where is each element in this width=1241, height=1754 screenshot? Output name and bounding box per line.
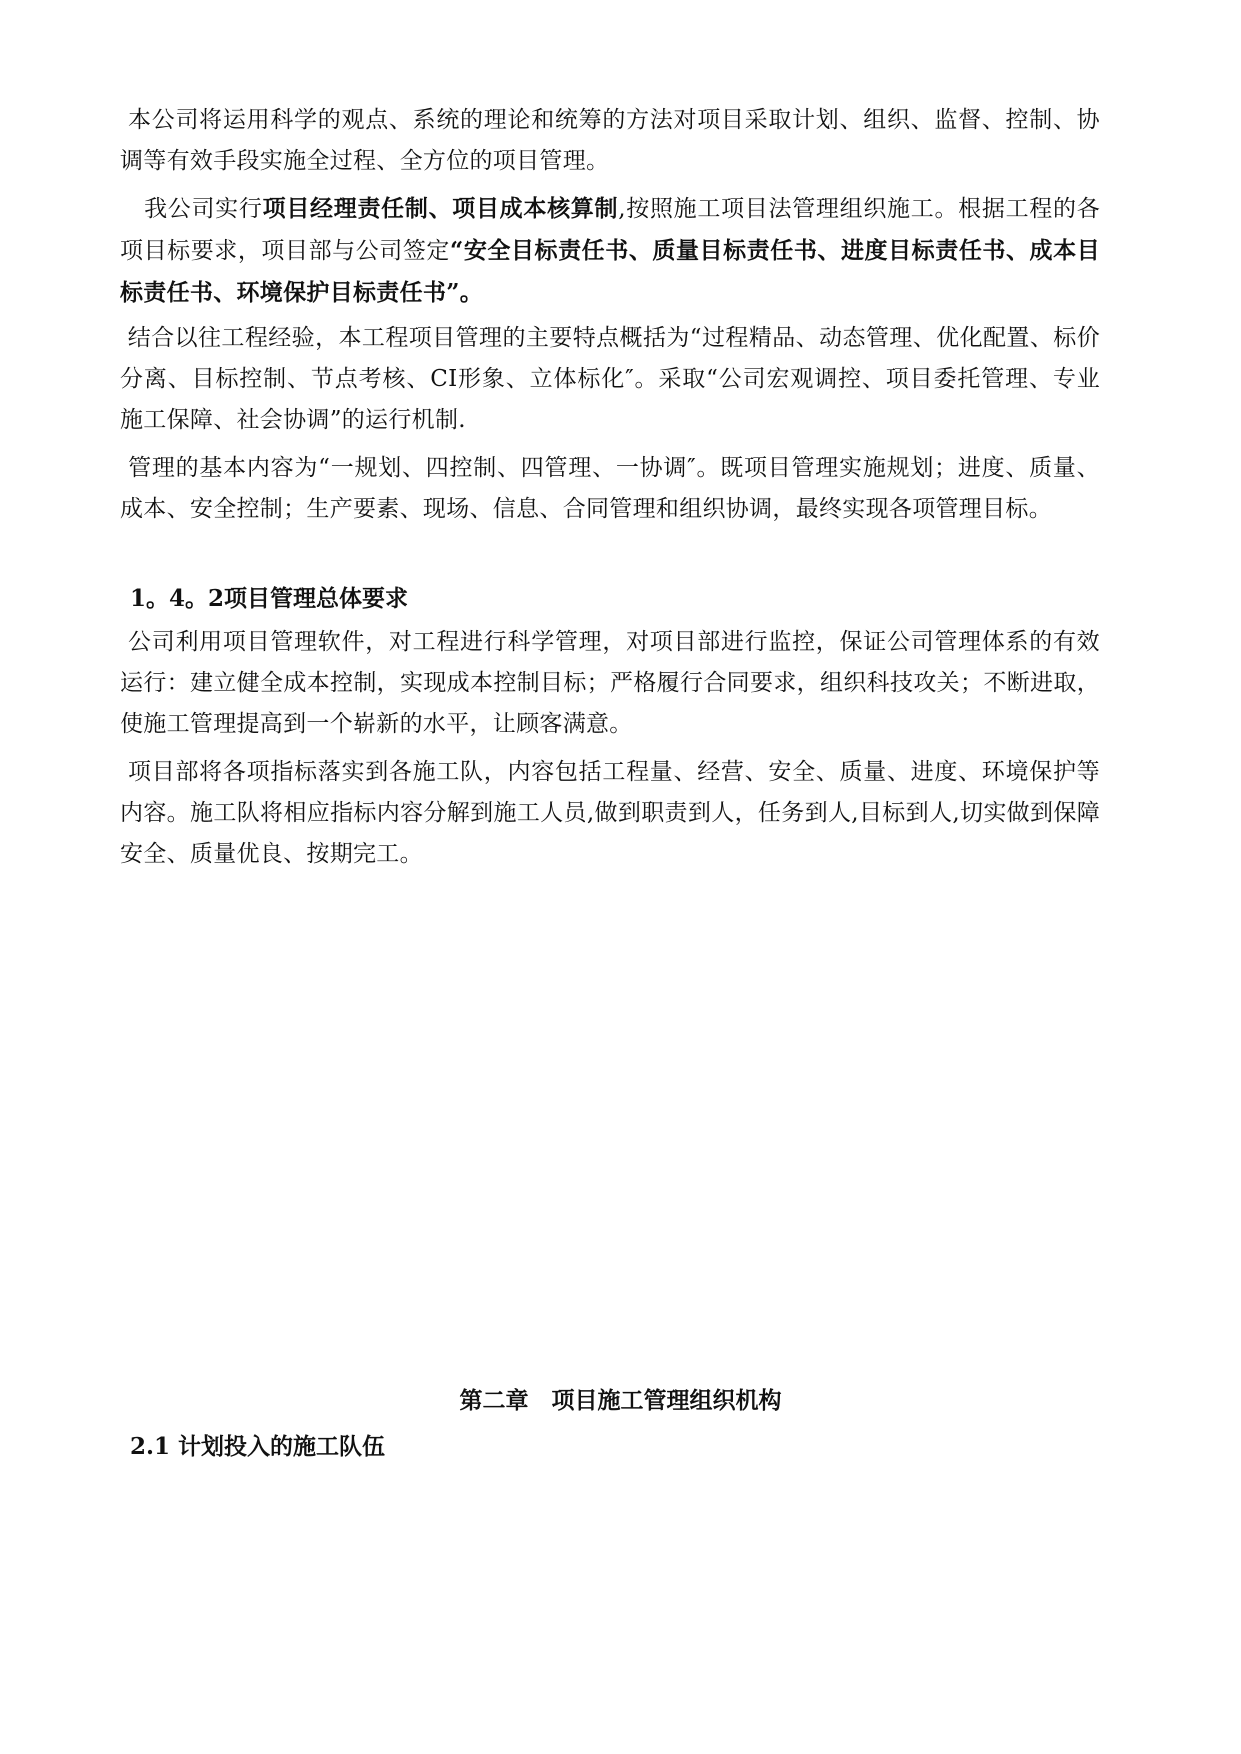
chapter-title: 第二章 项目施工管理组织机构 bbox=[459, 1387, 782, 1414]
bold-text-responsibility: 项目经理责任制、项目成本核算制 bbox=[262, 195, 619, 222]
paragraph-text: 结合以往工程经验，本工程项目管理的主要特点概括为“过程精品、动态管理、优化配置、标价分离、目标控制、节点考核、CI形象、立体标化″。采取“公司宏观调控、项目委托管理、专业施工保障、社会协调”的运行机制. bbox=[120, 325, 1100, 433]
section-heading-1-4-2: 1。4。2项目管理总体要求 bbox=[130, 585, 409, 612]
paragraph-responsibility-system bbox=[120, 188, 1100, 314]
paragraph-project-management-approach bbox=[120, 100, 1100, 182]
paragraph-overall-requirements bbox=[120, 622, 1100, 745]
paragraph-management-features bbox=[120, 318, 1100, 441]
paragraph-management-content bbox=[120, 448, 1100, 530]
paragraph-text: 我公司实行 bbox=[144, 196, 263, 222]
paragraph-text: 管理的基本内容为“一规划、四控制、四管理、一协调″。既项目管理实施规划；进度、质量、成本、安全控制；生产要素、现场、信息、合同管理和组织协调，最终实现各项管理目标。 bbox=[120, 455, 1100, 522]
paragraph-text: 公司利用项目管理软件，对工程进行科学管理，对项目部进行监控，保证公司管理体系的有效运行：建立健全成本控制，实现成本控制目标；严格履行合同要求，组织科技攻关；不断进取，使施工管理提高到一个崭新的水平，让顾客满意。 bbox=[120, 629, 1100, 737]
section-heading-2-1: 2.1 计划投入的施工队伍 bbox=[130, 1433, 386, 1460]
paragraph-text: ,按照施工项目法管理组织施工。根据工程的各项目标要求，项目部与公司签定 bbox=[120, 196, 1100, 264]
paragraph-target-assignment bbox=[120, 752, 1100, 875]
paragraph-text: 。 bbox=[459, 279, 484, 306]
bold-text-target-contracts: “安全目标责任书、质量目标责任书、进度目标责任书、成本目标责任书、环境保护目标责任书” bbox=[120, 237, 1100, 306]
paragraph-text: 本公司将运用科学的观点、系统的理论和统筹的方法对项目采取计划、组织、监督、控制、协调等有效手段实施全过程、全方位的项目管理。 bbox=[120, 107, 1100, 174]
paragraph-text: 项目部将各项指标落实到各施工队，内容包括工程量、经营、安全、质量、进度、环境保护等内容。施工队将相应指标内容分解到施工人员,做到职责到人，任务到人,目标到人,切实做到保障安全、质量优良、按期完工。 bbox=[120, 759, 1100, 867]
